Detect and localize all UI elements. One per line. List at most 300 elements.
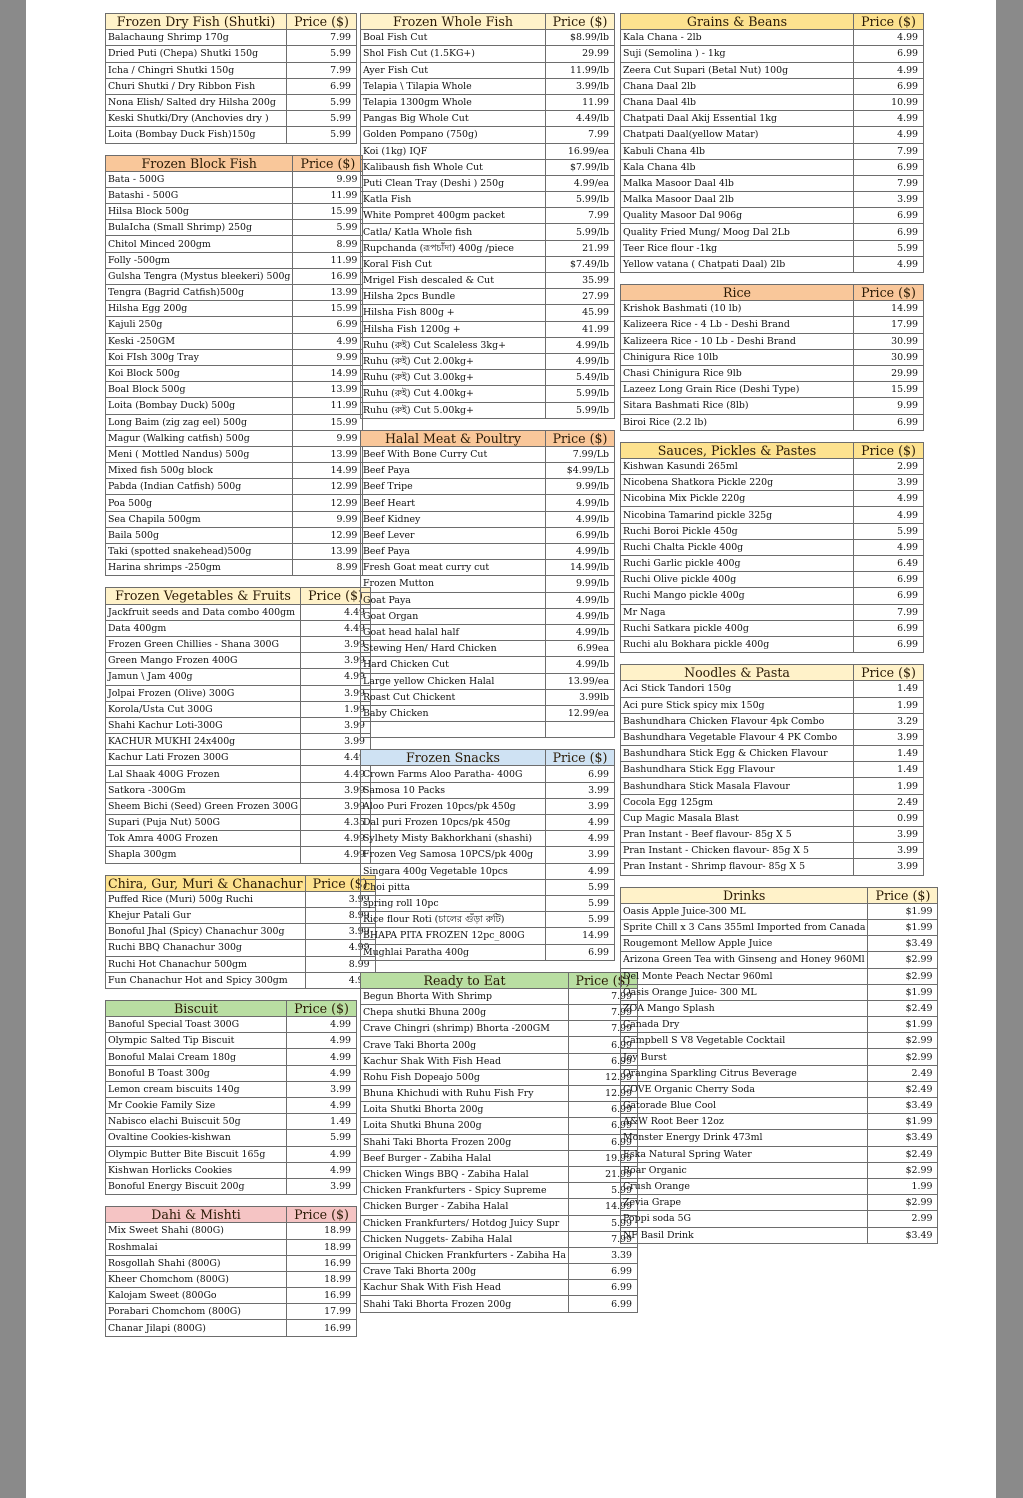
item-price: 6.99 <box>854 620 924 636</box>
item-name: Sheem Bichi (Seed) Green Frozen 300G <box>106 798 301 814</box>
item-name: Shahi Taki Bhorta Frozen 200g <box>361 1296 569 1312</box>
item-price: 8.99 <box>293 236 363 252</box>
item-name: Dal puri Frozen 10pcs/pk 450g <box>361 815 546 831</box>
item-row <box>106 604 371 620</box>
item-price: $2.99 <box>868 1049 938 1065</box>
item-price: 3.99 <box>305 924 375 940</box>
item-row <box>361 689 615 705</box>
item-name: Malka Masoor Daal 2lb <box>621 192 854 208</box>
item-row <box>361 94 615 110</box>
item-row <box>106 446 363 462</box>
item-name: Mixed fish 500g block <box>106 463 293 479</box>
item-price: 3.99 <box>546 782 615 798</box>
item-row <box>106 636 371 652</box>
item-row <box>106 62 357 78</box>
item-row <box>621 903 938 919</box>
item-row <box>106 956 376 972</box>
item-row <box>621 317 924 333</box>
item-price: 3.99 <box>546 798 615 814</box>
item-price: 4.49 <box>301 750 371 766</box>
item-price: 18.99 <box>287 1223 357 1239</box>
item-name: Pran Instant - Chicken flavour- 85g X 5 <box>621 843 854 859</box>
item-price: 6.49 <box>854 556 924 572</box>
item-row <box>621 143 924 159</box>
item-row <box>621 1211 938 1227</box>
item-price: 4.99 <box>287 1033 357 1049</box>
item-price: 7.99 <box>568 1021 637 1037</box>
item-name: Beef Heart <box>361 495 546 511</box>
section-title: Frozen Vegetables & Fruits <box>106 588 301 604</box>
item-row <box>361 353 615 369</box>
item-name: Zevia Grape <box>621 1195 868 1211</box>
section-frozen-snacks <box>360 749 615 960</box>
item-row <box>106 127 357 143</box>
item-row <box>106 815 371 831</box>
item-price: 15.99 <box>854 382 924 398</box>
item-row <box>106 1288 357 1304</box>
item-name: Rougemont Mellow Apple Juice <box>621 936 868 952</box>
item-name: Crave Chingri (shrimp) Bhorta -200GM <box>361 1021 569 1037</box>
item-row <box>361 1102 638 1118</box>
item-name: Kishwan Horlicks Cookies <box>106 1162 287 1178</box>
item-row <box>621 365 924 381</box>
item-price: $2.99 <box>868 952 938 968</box>
item-price: 7.99 <box>287 30 357 46</box>
item-row <box>621 1033 938 1049</box>
item-name: Crave Taki Bhorta 200g <box>361 1264 569 1280</box>
item-row <box>621 1081 938 1097</box>
item-name: Olympic Butter Bite Biscuit 165g <box>106 1146 287 1162</box>
section-title: Biscuit <box>106 1000 287 1016</box>
item-name: Shahi Kachur Loti-300G <box>106 717 301 733</box>
item-price: 2.49 <box>868 1065 938 1081</box>
item-name: Nona Elish/ Salted dry Hilsha 200g <box>106 94 287 110</box>
item-name: Kala Chana - 2lb <box>621 30 854 46</box>
item-price: 6.99 <box>546 766 615 782</box>
item-row <box>361 1215 638 1231</box>
item-name: Sylhety Misty Bakhorkhani (shashi) <box>361 831 546 847</box>
item-row <box>621 713 924 729</box>
item-price: 3.99 <box>301 782 371 798</box>
item-row <box>361 766 615 782</box>
item-name: Ruchi Olive pickle 400g <box>621 572 854 588</box>
item-name: Goat Paya <box>361 592 546 608</box>
item-row <box>361 1247 638 1263</box>
item-row <box>106 527 363 543</box>
price-header: Price ($) <box>546 430 615 446</box>
item-name: Sea Chapila 500gm <box>106 511 293 527</box>
item-price: 5.99 <box>293 220 363 236</box>
item-row <box>106 766 371 782</box>
item-name: Oasis Apple Juice-300 ML <box>621 903 868 919</box>
item-name: Loita (Bombay Duck) 500g <box>106 398 293 414</box>
section-header <box>106 1207 357 1223</box>
item-name: spring roll 10pc <box>361 895 546 911</box>
item-price: 3.99 <box>854 475 924 491</box>
item-price: 4.99/ea <box>546 175 615 191</box>
item-name: Catla/ Katla Whole fish <box>361 224 546 240</box>
item-name: Keski Shutki/Dry (Anchovies dry ) <box>106 111 287 127</box>
item-price: $1.99 <box>868 1114 938 1130</box>
item-row <box>106 940 376 956</box>
item-row <box>106 430 363 446</box>
item-name: Korola/Usta Cut 300G <box>106 701 301 717</box>
item-price: $4.99/Lb <box>546 463 615 479</box>
item-row <box>361 78 615 94</box>
item-name: NF Basil Drink <box>621 1227 868 1243</box>
item-name: Katla Fish <box>361 192 546 208</box>
item-price: $7.49/lb <box>546 256 615 272</box>
item-name: Hilsha 2pcs Bundle <box>361 289 546 305</box>
item-row <box>361 159 615 175</box>
item-name: Nabisco elachi Buiscuit 50g <box>106 1114 287 1130</box>
item-name: Loita Shutki Bhuna 200g <box>361 1118 569 1134</box>
item-name: Quality Fried Mung/ Moog Dal 2Lb <box>621 224 854 240</box>
item-row <box>621 208 924 224</box>
item-name: Bashundhara Chicken Flavour 4pk Combo <box>621 713 854 729</box>
item-name: Quality Masoor Dal 906g <box>621 208 854 224</box>
item-row <box>361 560 615 576</box>
item-price: 4.99 <box>287 1065 357 1081</box>
item-name: BulaIcha (Small Shrimp) 250g <box>106 220 293 236</box>
item-price: 27.99 <box>546 289 615 305</box>
item-row <box>106 1049 357 1065</box>
item-name: Aloo Puri Frozen 10pcs/pk 450g <box>361 798 546 814</box>
item-row <box>621 936 938 952</box>
item-price <box>546 722 615 738</box>
item-price: 4.99 <box>546 863 615 879</box>
item-row <box>621 746 924 762</box>
item-price: $2.49 <box>868 1146 938 1162</box>
item-price: 3.99 <box>287 1081 357 1097</box>
item-row <box>361 62 615 78</box>
item-price: 14.99 <box>293 463 363 479</box>
item-name: Kachur Shak With Fish Head <box>361 1280 569 1296</box>
item-name: Crave Taki Bhorta 200g <box>361 1037 569 1053</box>
item-name: Goat head halal half <box>361 624 546 640</box>
item-name: Gatorade Blue Cool <box>621 1098 868 1114</box>
section-rice <box>620 284 924 431</box>
item-price: 13.99 <box>293 285 363 301</box>
item-price: 29.99 <box>854 365 924 381</box>
item-row <box>361 224 615 240</box>
item-row <box>621 398 924 414</box>
item-price: $1.99 <box>868 903 938 919</box>
item-name: Long Baim (zig zag eel) 500g <box>106 414 293 430</box>
item-row <box>361 273 615 289</box>
item-row <box>106 317 363 333</box>
section-title: Rice <box>621 285 854 301</box>
section-title: Frozen Whole Fish <box>361 14 546 30</box>
item-name: Shol Fish Cut (1.5KG+) <box>361 46 546 62</box>
item-row <box>621 859 924 875</box>
price-header: Price ($) <box>287 1000 357 1016</box>
item-name: Magur (Walking catfish) 500g <box>106 430 293 446</box>
item-name: Bashundhara Stick Masala Flavour <box>621 778 854 794</box>
item-price: 15.99 <box>293 204 363 220</box>
section-title: Frozen Snacks <box>361 750 546 766</box>
item-name: Tengra (Bagrid Catfish)500g <box>106 285 293 301</box>
item-price: 8.99 <box>305 956 375 972</box>
item-price: 4.99 <box>854 111 924 127</box>
item-row <box>621 382 924 398</box>
item-price: $1.99 <box>868 919 938 935</box>
item-price: 6.99 <box>568 1053 637 1069</box>
item-name: Porabari Chomchom (800G) <box>106 1304 287 1320</box>
item-name: Lazeez Long Grain Rice (Deshi Type) <box>621 382 854 398</box>
item-row <box>361 592 615 608</box>
item-price: 13.99 <box>293 382 363 398</box>
item-name: Baby Chicken <box>361 705 546 721</box>
item-row <box>106 1017 357 1033</box>
price-header: Price ($) <box>301 588 371 604</box>
item-name: Kachur Shak With Fish Head <box>361 1053 569 1069</box>
item-name: Ruchi Satkara pickle 400g <box>621 620 854 636</box>
item-row <box>106 685 371 701</box>
item-price: 7.99 <box>854 175 924 191</box>
item-name: ZOA Mango Splash <box>621 1000 868 1016</box>
item-price: $2.99 <box>868 1162 938 1178</box>
item-row <box>621 1114 938 1130</box>
item-price: 4.99/lb <box>546 337 615 353</box>
item-row <box>361 1199 638 1215</box>
item-name: Rice flour Roti (চালের গুঁড়া রুটি) <box>361 912 546 928</box>
item-name: Fun Chanachur Hot and Spicy 300gm <box>106 972 306 988</box>
item-name: Data 400gm <box>106 620 301 636</box>
item-price: 3.99 <box>854 827 924 843</box>
item-row <box>361 289 615 305</box>
item-row <box>621 1049 938 1065</box>
item-name: Loita Shutki Bhorta 200g <box>361 1102 569 1118</box>
item-row <box>106 365 363 381</box>
item-name: Mrigel Fish descaled & Cut <box>361 273 546 289</box>
item-price: 11.99/lb <box>546 62 615 78</box>
item-name: Bonoful Jhal (Spicy) Chanachur 300g <box>106 924 306 940</box>
item-price: 3.99 <box>854 859 924 875</box>
item-row <box>361 815 615 831</box>
item-price: 4.99/lb <box>546 544 615 560</box>
item-name: Malka Masoor Daal 4lb <box>621 175 854 191</box>
item-price: 4.99 <box>305 972 375 988</box>
item-name: Folly -500gm <box>106 252 293 268</box>
item-price: 41.99 <box>546 321 615 337</box>
item-name: Aci Stick Tandori 150g <box>621 681 854 697</box>
item-row <box>361 208 615 224</box>
item-price: 3.99 <box>854 843 924 859</box>
item-price: 35.99 <box>546 273 615 289</box>
item-price: 2.99 <box>854 458 924 474</box>
item-price: 15.99 <box>293 414 363 430</box>
item-name: Ruhu (রুই) Cut 2.00kg+ <box>361 353 546 369</box>
section-header <box>106 14 357 30</box>
item-name: KACHUR MUKHI 24x400g <box>106 734 301 750</box>
item-name: Choi pitta <box>361 879 546 895</box>
item-row <box>621 78 924 94</box>
item-row <box>621 762 924 778</box>
item-row <box>361 657 615 673</box>
item-price: 4.99 <box>546 815 615 831</box>
item-price: 5.99 <box>854 240 924 256</box>
item-price: 6.99 <box>854 588 924 604</box>
item-name: Yellow vatana ( Chatpati Daal) 2lb <box>621 256 854 272</box>
item-name: Stewing Hen/ Hard Chicken <box>361 641 546 657</box>
item-price: 4.99 <box>854 491 924 507</box>
item-name: Frozen Green Chillies - Shana 300G <box>106 636 301 652</box>
item-name: Supari (Puja Nut) 500G <box>106 815 301 831</box>
item-name: Ruchi Mango pickle 400g <box>621 588 854 604</box>
section-biscuit <box>105 1000 357 1195</box>
item-name: Beef Lever <box>361 527 546 543</box>
item-name: Rupchanda (রূপচাঁদা) 400g /piece <box>361 240 546 256</box>
item-price: 4.99/lb <box>546 657 615 673</box>
item-row <box>361 321 615 337</box>
item-price: 4.99 <box>305 940 375 956</box>
item-row <box>361 1150 638 1166</box>
column-left <box>105 13 376 1348</box>
item-name: Dried Puti (Chepa) Shutki 150g <box>106 46 287 62</box>
item-name: Beef Paya <box>361 544 546 560</box>
item-row <box>106 1223 357 1239</box>
item-row <box>361 192 615 208</box>
item-name: Golden Pompano (750g) <box>361 127 546 143</box>
price-header: Price ($) <box>854 14 924 30</box>
item-name: Shapla 300gm <box>106 847 301 863</box>
section-header <box>621 285 924 301</box>
item-price: 16.99 <box>287 1255 357 1271</box>
item-price: 3.39 <box>568 1247 637 1263</box>
price-header: Price ($) <box>568 972 637 988</box>
item-price: 0.99 <box>854 810 924 826</box>
item-price: 9.99 <box>293 511 363 527</box>
item-name: Balachaung Shrimp 170g <box>106 30 287 46</box>
item-row <box>361 1231 638 1247</box>
item-row <box>106 1033 357 1049</box>
item-price: 16.99 <box>287 1288 357 1304</box>
item-name: Ruchi Chalta Pickle 400g <box>621 539 854 555</box>
item-name: Mughlai Paratha 400g <box>361 944 546 960</box>
item-row <box>106 1146 357 1162</box>
item-name: Nicobina Mix Pickle 220g <box>621 491 854 507</box>
item-name: Jamun \ Jam 400g <box>106 669 301 685</box>
item-row <box>361 479 615 495</box>
item-name: Samosa 10 Packs <box>361 782 546 798</box>
item-row <box>621 1065 938 1081</box>
item-price: 4.99 <box>301 669 371 685</box>
item-price: 7.99 <box>568 1005 637 1021</box>
item-name: Crush Orange <box>621 1178 868 1194</box>
item-price: 9.99/lb <box>546 576 615 592</box>
item-row <box>361 1264 638 1280</box>
item-row <box>106 924 376 940</box>
item-price: 4.99/lb <box>546 624 615 640</box>
item-row <box>106 1239 357 1255</box>
item-price: 3.99 <box>301 717 371 733</box>
item-row <box>106 111 357 127</box>
item-price: 3.29 <box>854 713 924 729</box>
item-price: 4.99 <box>854 539 924 555</box>
item-row <box>361 705 615 721</box>
item-price: 9.99/lb <box>546 479 615 495</box>
item-price: 12.99 <box>568 1086 637 1102</box>
item-row <box>621 984 938 1000</box>
item-price: $2.99 <box>868 1195 938 1211</box>
item-price: 2.99 <box>868 1211 938 1227</box>
item-name: Original Chicken Frankfurters - Zabiha Ha <box>361 1247 569 1263</box>
item-price: 30.99 <box>854 333 924 349</box>
item-price: 4.99 <box>287 1049 357 1065</box>
item-price: 15.99 <box>293 301 363 317</box>
item-row <box>621 523 924 539</box>
item-price: 12.99 <box>293 527 363 543</box>
item-price: 6.99 <box>568 1264 637 1280</box>
section-ready-to-eat <box>360 972 638 1313</box>
item-price: 13.99 <box>293 446 363 462</box>
item-row <box>106 268 363 284</box>
item-row <box>621 224 924 240</box>
item-name: Hilsa Block 500g <box>106 204 293 220</box>
item-name: Suji (Semolina ) - 1kg <box>621 46 854 62</box>
item-price: 9.99 <box>854 398 924 414</box>
item-row <box>621 30 924 46</box>
item-name: Rosgollah Shahi (800G) <box>106 1255 287 1271</box>
item-price: 5.99/lb <box>546 402 615 418</box>
item-row <box>361 143 615 159</box>
item-price: 14.99 <box>293 365 363 381</box>
item-row <box>106 349 363 365</box>
item-row <box>361 511 615 527</box>
item-price: 5.99 <box>854 523 924 539</box>
item-name: Chicken Nuggets- Zabiha Halal <box>361 1231 569 1247</box>
item-price: 5.99/lb <box>546 386 615 402</box>
item-row <box>621 588 924 604</box>
column-middle <box>360 13 638 1324</box>
item-row <box>106 907 376 923</box>
item-row <box>106 798 371 814</box>
item-name: Poppi soda 5G <box>621 1211 868 1227</box>
item-price: 3.99 <box>301 653 371 669</box>
item-name: Chicken Frankfurters - Spicy Supreme <box>361 1183 569 1199</box>
section-header <box>361 972 638 988</box>
item-row <box>621 458 924 474</box>
item-name: Goat Organ <box>361 608 546 624</box>
item-name: Boal Block 500g <box>106 382 293 398</box>
item-name: Bonoful Energy Biscuit 200g <box>106 1178 287 1194</box>
item-name: Satkora -300Gm <box>106 782 301 798</box>
item-name: Pabda (Indian Catfish) 500g <box>106 479 293 495</box>
item-name: Ruhu (রুই) Cut 3.00kg+ <box>361 370 546 386</box>
section-frozen-dry-fish-shutki <box>105 13 357 144</box>
item-name: Taki (spotted snakehead)500g <box>106 544 293 560</box>
item-row <box>621 192 924 208</box>
item-name: Sitara Bashmati Rice (8lb) <box>621 398 854 414</box>
item-row <box>106 1114 357 1130</box>
item-row <box>621 475 924 491</box>
item-price: 7.99/Lb <box>546 446 615 462</box>
item-row <box>361 798 615 814</box>
item-row <box>106 734 371 750</box>
item-name: Pran Instant - Shrimp flavour- 85g X 5 <box>621 859 854 875</box>
item-price: 18.99 <box>287 1271 357 1287</box>
item-row <box>621 175 924 191</box>
item-row <box>361 1005 638 1021</box>
item-price: 21.99 <box>568 1166 637 1182</box>
item-name: Koi (1kg) IQF <box>361 143 546 159</box>
item-row <box>106 1081 357 1097</box>
item-price: $2.49 <box>868 1081 938 1097</box>
item-name: Nicobena Shatkora Pickle 220g <box>621 475 854 491</box>
item-name: Puti Clean Tray (Deshi ) 250g <box>361 175 546 191</box>
item-price: 6.99 <box>568 1134 637 1150</box>
